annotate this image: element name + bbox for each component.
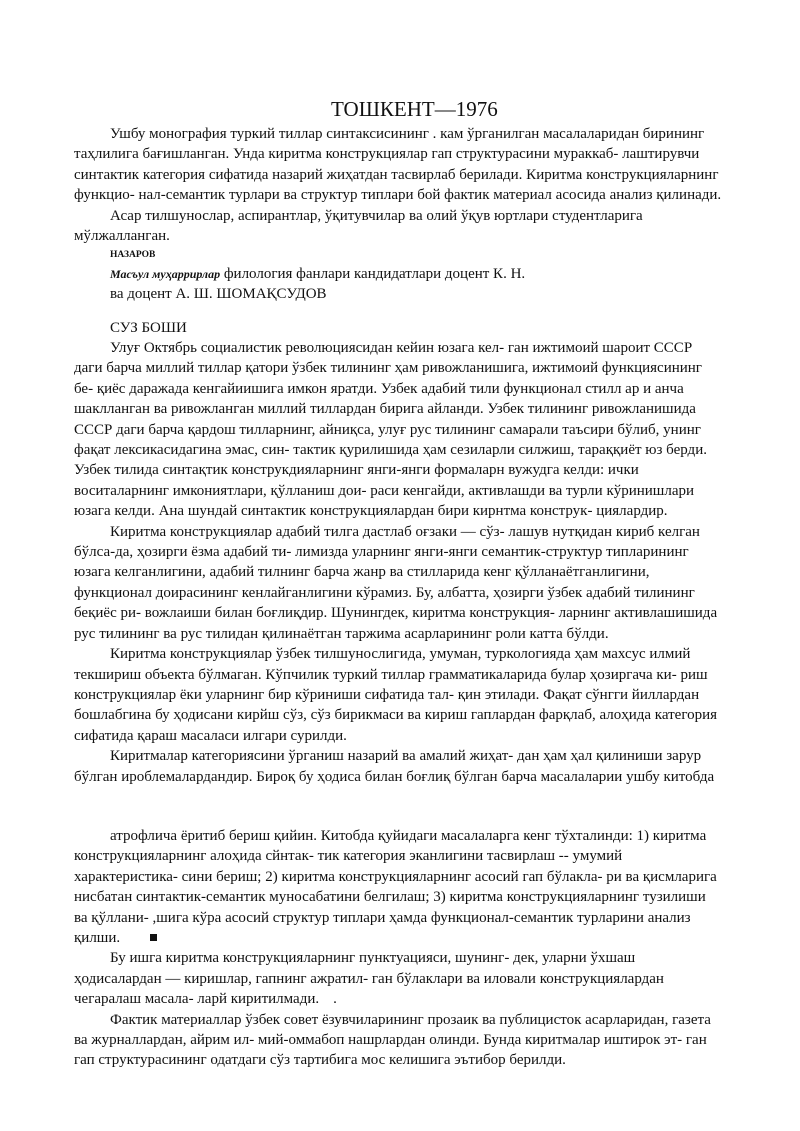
author-name: НАЗАРОВ xyxy=(110,250,156,260)
continuation-paragraph xyxy=(74,826,722,948)
editors-credit xyxy=(110,264,525,304)
page-title: ТОШКЕНТ—1976 xyxy=(331,97,498,121)
continuation-lead: атрофлича ёритиб бериш қийин. Китобда қуйидаги масалаларга кенг тўхталинди: xyxy=(110,828,637,844)
preface-paragraph: Улуғ Октябрь социалистик революциясидан кейин юзага кел- ган ижтимоий шароит СССР даги барча миллий тиллар қатори ўзбек тилининг ҳам ривожланишига, ижтимоий функциясининг бе- қиёс даражада кенгайиишига имкон яратди. Узбек адабий тили функционал стилл ар и анча шаклланган ва ривожланган миллий тиллардан бирига айланди. Узбек тилининг ривожланишида СССР даги барча қардош тилларнинг, айниқса, улуғ рус тилининг самарали таъсири бўлиб, унинг фақат лексикасидагина эмас, син- тактик қурилишида ҳам сезиларли силжиш, тараққиёт юз берди. Узбек тилида синтақтик конструкдияларнинг янги-янги формаларн вужудга келди: ички воситаларнинг имкониятлари, қўлланиш дои- раси кенгайди, активлашди ва турли кўринишлари юзага келди. Ана шундай синтактик конструкциялардан бири кирнтма конструк- циялардир. xyxy=(74,340,707,520)
stray-mark: . xyxy=(333,991,337,1008)
editors-label: Масъул муҳаррирлар xyxy=(110,267,221,281)
preface-paragraph: Киритма конструкциялар адабий тилга дастлаб оғзаки — сўз- лашув нутқидан кириб келган бўлса-да, ҳозирги ёзма адабий ти- лимизда уларнинг янги-янги семантик-структур типларининг юзага келганлигини, адабий тилнинг барча жанр ва стилларида кенг қўлланаётганлигини, функционал доирасининг кенлайганлигини кўрамиз. Бу, албатта, ҳозирги ўзбек адабий тилининг беқиёс ри- вожлаиши билан боғлиқдир. Шунингдек, киритма конструкция- ларнинг активлашишида рус тилининг ва рус тилидан қилинаётган таржима асарларининг роли катта бўлди. xyxy=(74,523,718,642)
preface-paragraph xyxy=(74,948,722,1009)
preface-continuation xyxy=(74,826,722,1071)
abstract-paragraph: Асар тилшунослар, аспирантлар, ўқитувчилар ва олий ўқув юртлари студентларига мўлжалланган. xyxy=(74,207,643,245)
section-heading: СУЗ БОШИ xyxy=(110,320,187,336)
preface-body xyxy=(74,338,722,787)
preface-paragraph-text: Бу ишга киритма конструкцияларнинг пунктуацияси, шунинг- дек, уларни ўхшаш ҳодисалардан — киришлар, гапнинг ажратил- ган бўлаклари ва иловали конструкциялардан чегаралаш масала- ларй киритилмади. xyxy=(74,950,664,1008)
editors-line-1 xyxy=(110,264,525,284)
preface-paragraph: Киритма конструкциялар ўзбек тилшунослигида, умуман, туркологияда ҳам махсус илмий текшириш объекта бўлмаган. Кўпчилик туркий тиллар грамматикаларида булар ҳозиргача ки- риш конструкциялар ёки уларнинг бир кўриниши сифатида тал- қин этилади. Фақат сўнгги йиллардан бошлабгина бу ҳодисани кирйш сўз, сўз бирикмаси ва кириш гаплардан фарқлаб, алоҳида категория сифатида қараш масаласи илгари сурилди. xyxy=(74,646,718,744)
continuation-list: 1) киритма конструкцияларнинг алоҳида сйнтак- тик категория эканлигини тасвирлаш -- умумий характеристика- сини бериш; 2) киритма конструкцияларнинг асосий гап бўлакла- ри ва қисмларига нисбатан синтактик-семантик муносабатини белгилаш; 3) киритма конструкцияларнинг тузилиши ва қўллани- ,шига кўра асосий структур типлари ҳамда функционал-семантик турларини анализ қилши. xyxy=(74,828,717,947)
square-bullet-icon xyxy=(150,934,157,941)
preface-paragraph: Фактик материаллар ўзбек совет ёзувчиларининг прозаик ва публицисток асарларидан, газета ва журналлардан, айрим ил- мий-оммабоп нашрлардан олинди. Бунда киритмалар иштирок эт- ган гап структурасининг одатдаги сўз тартибига мос келишига эътибор берилди. xyxy=(74,1011,711,1069)
abstract-paragraph: Ушбу монография туркий тиллар синтаксисининг . кам ўрганилган масалаларидан бирининг таҳлилига бағишланган. Унда киритма конструкциялар гап структурасини мураккаб- лаштирувчи синтактик категория сифатида назарий жиҳатдан тасвирлаб берилади. Киритма конструкцияларнинг функцио- нал-семантик турлари ва структур типлари бой фактик материал асосида анализ қилинади. xyxy=(74,126,722,204)
abstract xyxy=(74,124,722,246)
editors-names: филология фанлари кандидатлари доцент К. Н. xyxy=(223,266,526,282)
preface-paragraph: Киритмалар категориясини ўрганиш назарий ва амалий жиҳат- дан ҳам ҳал қилиниши зарур бўлган ироблемалардандир. Бироқ бу ҳодиса билан боғлиқ бўлган барча масалаларии ушбу китобда xyxy=(74,748,715,785)
editors-line-2: ва доцент А. Ш. ШОМАҚСУДОВ xyxy=(110,286,327,302)
